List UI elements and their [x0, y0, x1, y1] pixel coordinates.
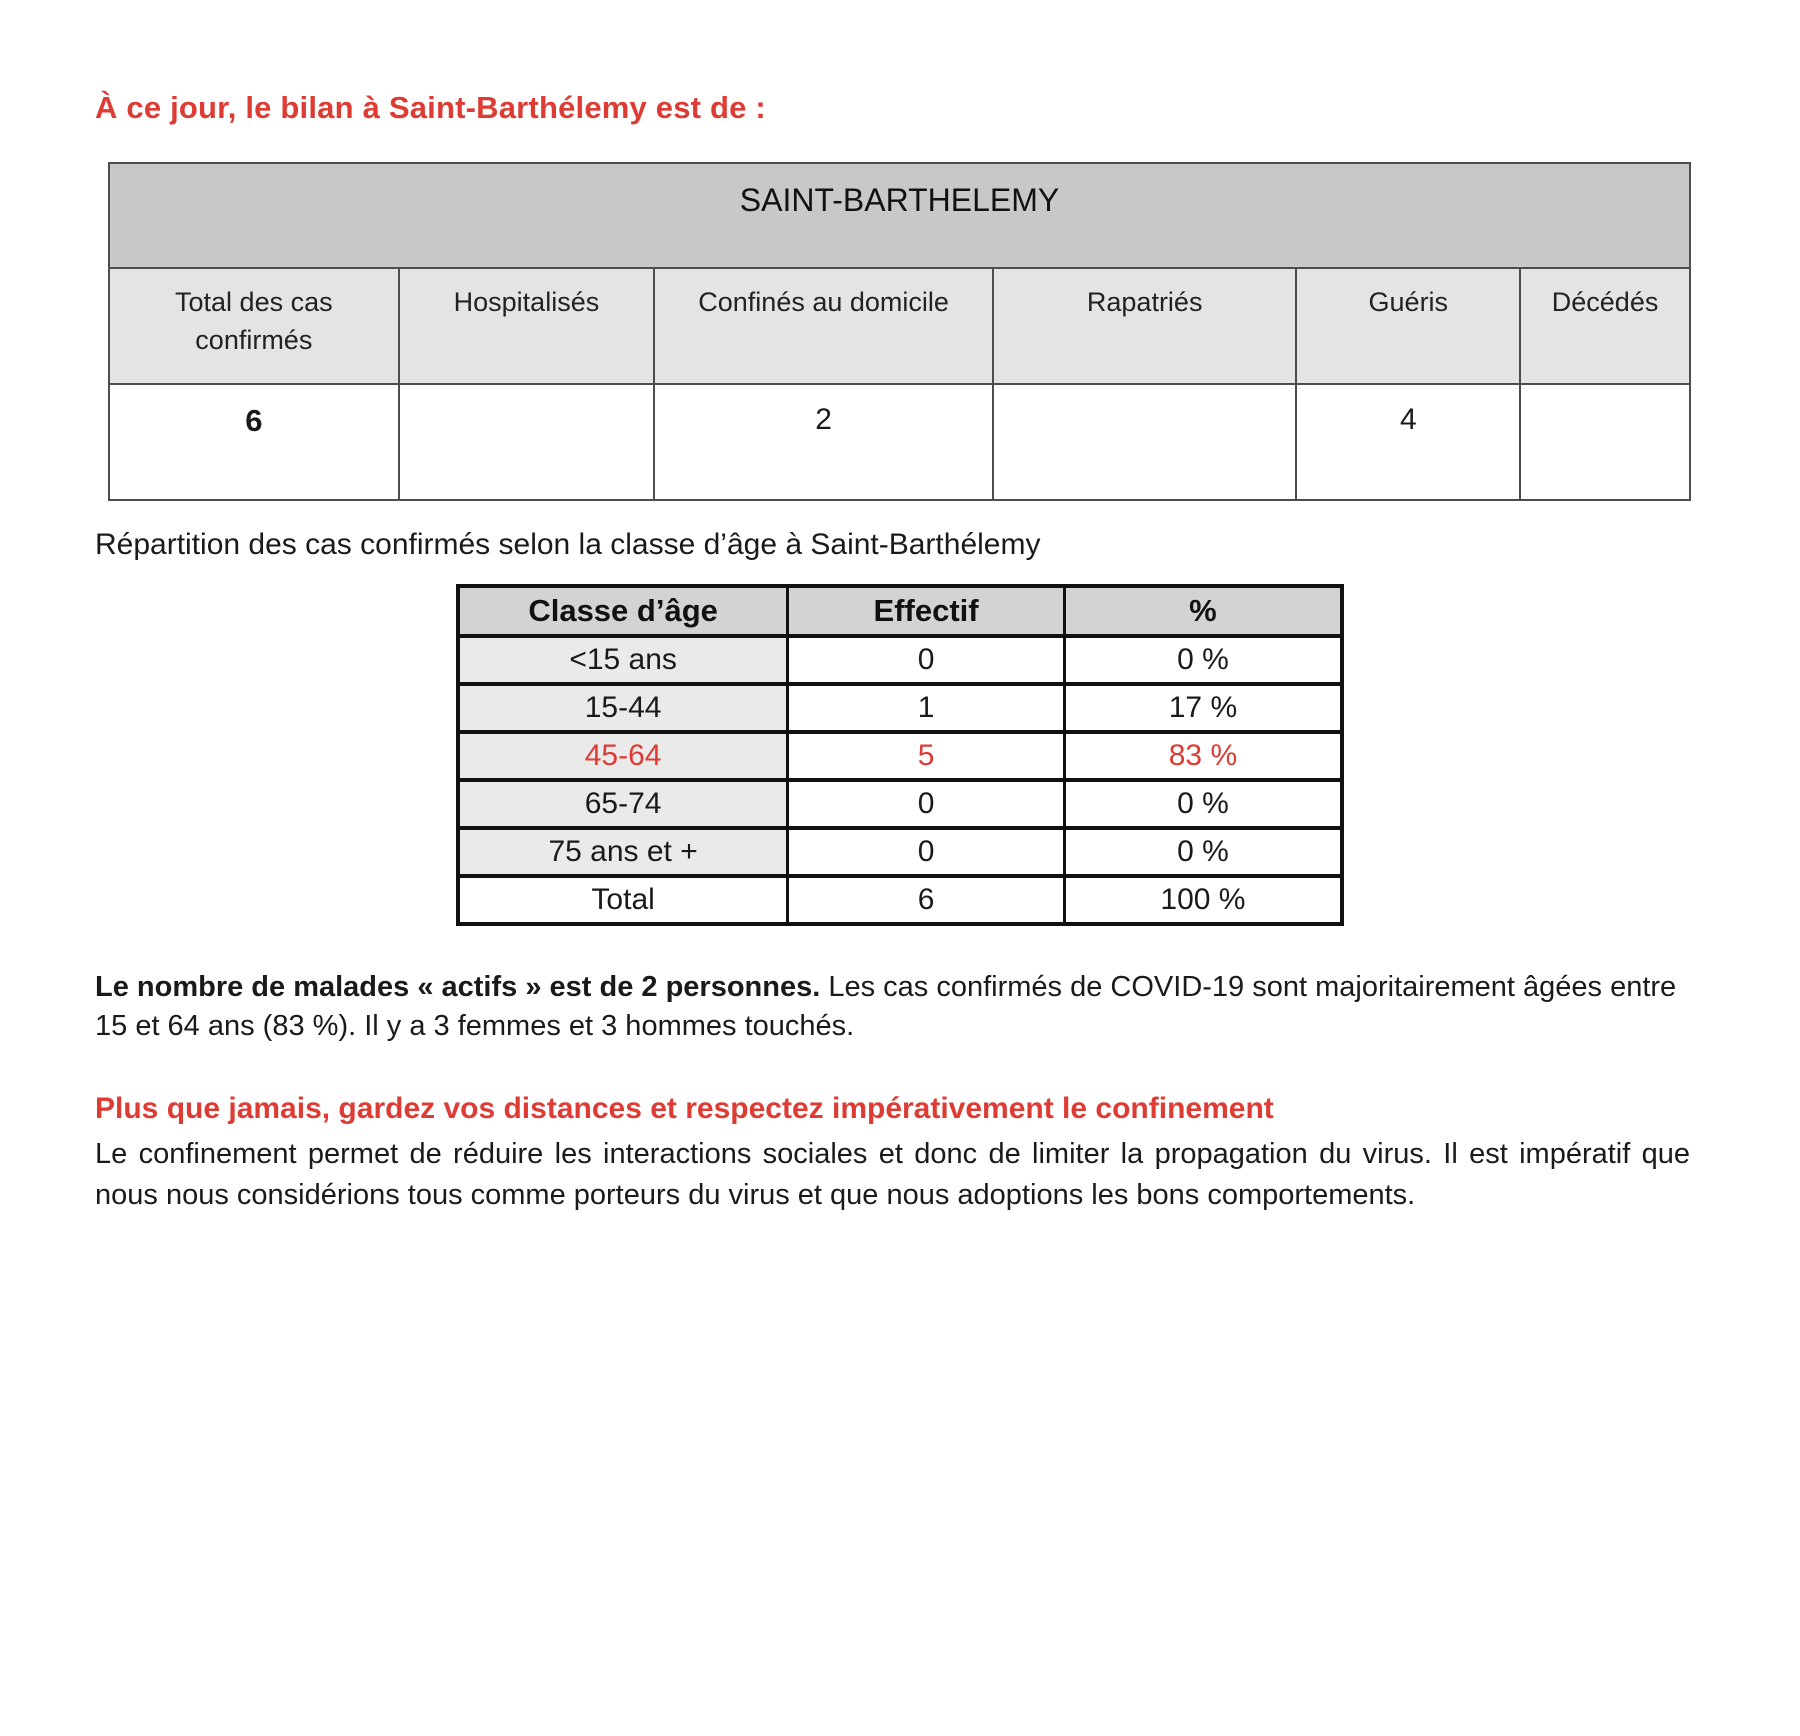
age-cell-pct: 0 % — [1064, 780, 1342, 828]
age-cell-classe: 75 ans et + — [458, 828, 788, 876]
age-cell-classe: 65-74 — [458, 780, 788, 828]
age-cell-pct: 83 % — [1064, 732, 1342, 780]
confinement-paragraph: Le confinement permet de réduire les interactions sociales et donc de limiter la propagation du virus. Il est impératif que nous nous considérions tous comme porteurs du virus et que nous adoptions les bons comportements. — [95, 1138, 1690, 1211]
age-cell-effectif: 0 — [788, 780, 1065, 828]
summary-value-hospitalises — [399, 384, 655, 500]
summary-table-title: SAINT-BARTHELEMY — [109, 163, 1690, 268]
age-cell-classe: 15-44 — [458, 684, 788, 732]
age-cell-effectif: 1 — [788, 684, 1065, 732]
active-cases-bold-lead: Le nombre de malades « actifs » est de 2 personnes. — [95, 971, 821, 1003]
age-cell-effectif: 6 — [788, 876, 1065, 924]
repartition-caption: Répartition des cas confirmés selon la classe d’âge à Saint-Barthélemy — [95, 528, 1041, 561]
age-cell-effectif: 0 — [788, 828, 1065, 876]
active-cases-paragraph — [95, 968, 1690, 1046]
age-cell-classe: <15 ans — [458, 636, 788, 684]
summary-table — [108, 162, 1691, 501]
age-col-header-effectif: Effectif — [788, 586, 1065, 636]
age-cell-classe: 45-64 — [458, 732, 788, 780]
age-col-header-classe: Classe d’âge — [458, 586, 788, 636]
age-table-row — [458, 636, 1342, 684]
active-cases-rest: Les cas confirmés de COVID-19 sont majoritairement âgées entre 15 et 64 ans (83 %). Il y a 3 femmes et 3 hommes touchés. — [95, 971, 1677, 1042]
age-cell-pct: 0 % — [1064, 828, 1342, 876]
summary-col-header: Décédés — [1520, 268, 1690, 384]
age-table-row — [458, 828, 1342, 876]
age-cell-pct: 0 % — [1064, 636, 1342, 684]
summary-col-header: Confinés au domicile — [654, 268, 993, 384]
summary-table-data-row — [109, 384, 1690, 500]
page-title: À ce jour, le bilan à Saint-Barthélemy est de : — [95, 90, 766, 125]
summary-value-rapatries — [993, 384, 1297, 500]
age-table-row — [458, 780, 1342, 828]
summary-table-title-row — [109, 163, 1690, 268]
age-table-header-row — [458, 586, 1342, 636]
age-col-header-pct: % — [1064, 586, 1342, 636]
age-cell-classe: Total — [458, 876, 788, 924]
summary-col-header: Total des cas confirmés — [109, 268, 399, 384]
summary-value-decedes — [1520, 384, 1690, 500]
distance-warning-heading: Plus que jamais, gardez vos distances et respectez impérativement le confinement — [95, 1092, 1274, 1125]
summary-col-header: Rapatriés — [993, 268, 1297, 384]
age-cell-pct: 17 % — [1064, 684, 1342, 732]
age-table-row — [458, 684, 1342, 732]
age-table-total-row — [458, 876, 1342, 924]
summary-col-header: Guéris — [1296, 268, 1520, 384]
age-cell-effectif: 5 — [788, 732, 1065, 780]
age-cell-effectif: 0 — [788, 636, 1065, 684]
summary-value-total: 6 — [109, 384, 399, 500]
age-table-row-highlighted — [458, 732, 1342, 780]
summary-col-header: Hospitalisés — [399, 268, 655, 384]
summary-table-header-row — [109, 268, 1690, 384]
summary-value-gueris: 4 — [1296, 384, 1520, 500]
summary-value-confines: 2 — [654, 384, 993, 500]
age-distribution-table — [456, 584, 1344, 926]
age-cell-pct: 100 % — [1064, 876, 1342, 924]
